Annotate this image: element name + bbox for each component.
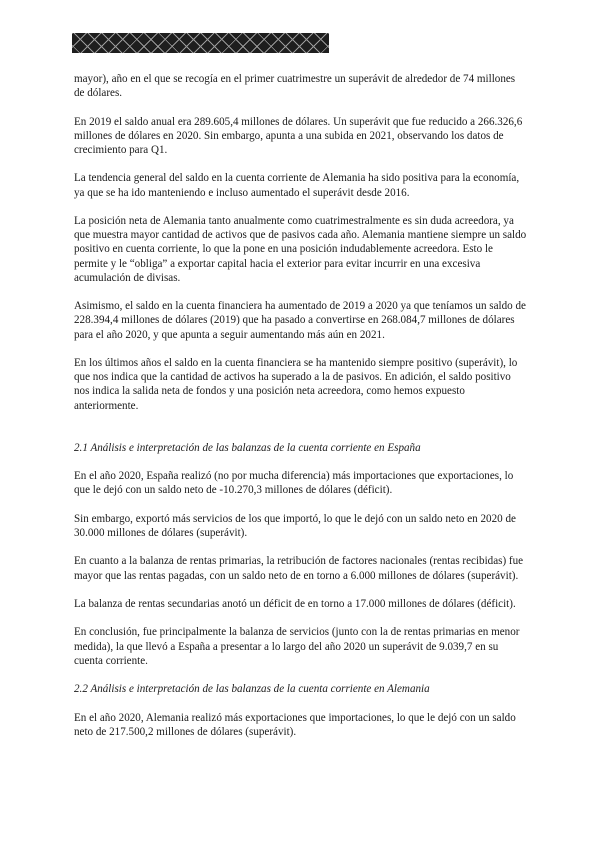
- paragraph: La balanza de rentas secundarias anotó un déficit de en torno a 17.000 millones de dólares (déficit).: [74, 597, 516, 610]
- document-body: [74, 72, 528, 753]
- paragraph: En cuanto a la balanza de rentas primarias, la retribución de factores nacionales (rentas recibidas) fue mayor que las rentas pagadas, con un saldo neto de en torno a 6.000 millones de dólares (superávit).: [74, 555, 524, 582]
- paragraph: En los últimos años el saldo en la cuenta financiera se ha mantenido siempre positivo (superávit), lo que nos indica que la cantidad de activos ha superado a la de pasivos. En adición, el saldo positivo nos indica la salida neta de fondos y una posición neta acreedora, como hemos expuesto anteriormente.: [74, 356, 518, 412]
- paragraph: En el año 2020, Alemania realizó más exportaciones que importaciones, lo que le dejó con un saldo neto de 217.500,2 millones de dólares (superávit).: [74, 711, 516, 738]
- section-heading-germany: 2.2 Análisis e interpretación de las balanzas de la cuenta corriente en Alemania: [74, 683, 430, 696]
- paragraph: mayor), año en el que se recogía en el primer cuatrimestre un superávit de alrededor de 74 millones de dólares.: [74, 73, 516, 100]
- paragraph: En el año 2020, España realizó (no por mucha diferencia) más importaciones que exportaciones, lo que le dejó con un saldo neto de -10.270,3 millones de dólares (déficit).: [74, 470, 514, 497]
- paragraph: Sin embargo, exportó más servicios de los que importó, lo que le dejó con un saldo neto en 2020 de 30.000 millones de dólares (superávit).: [74, 512, 516, 539]
- section-heading-spain: 2.1 Análisis e interpretación de las balanzas de la cuenta corriente en España: [74, 441, 421, 454]
- paragraph: Asimismo, el saldo en la cuenta financiera ha aumentado de 2019 a 2020 ya que teníamos un saldo de 228.394,4 millones de dólares (2019) que ha pasado a convertirse en 268.084,7 millones de dólares para el año 2020, y que apunta a seguir aumentando más aún en 2021.: [74, 300, 526, 341]
- paragraph: En 2019 el saldo anual era 289.605,4 millones de dólares. Un superávit que fue reducido a 266.326,6 millones de dólares en 2020. Sin embargo, apunta a una subida en 2021, observando los datos de crecimiento para Q1.: [74, 115, 523, 156]
- redacted-banner: [72, 33, 329, 53]
- paragraph: En conclusión, fue principalmente la balanza de servicios (junto con la de rentas primarias en menor medida), la que llevó a España a presentar a lo largo del año 2020 un superávit de 9.039,7 en su cuenta corriente.: [74, 626, 520, 667]
- paragraph: La tendencia general del saldo en la cuenta corriente de Alemania ha sido positiva para la economía, ya que se ha ido manteniendo e incluso aumentado el superávit desde 2016.: [74, 172, 520, 199]
- paragraph: La posición neta de Alemania tanto anualmente como cuatrimestralmente es sin duda acreedora, ya que muestra mayor cantidad de activos que de pasivos cada año. Alemania mantiene siempre un saldo positivo en cuenta corriente, lo que la pone en una posición indudablemente acreedora. Esto le permite y le “obliga” a exportar capital hacia el exterior para evitar incurrir en una excesiva acumulación de divisas.: [74, 214, 527, 284]
